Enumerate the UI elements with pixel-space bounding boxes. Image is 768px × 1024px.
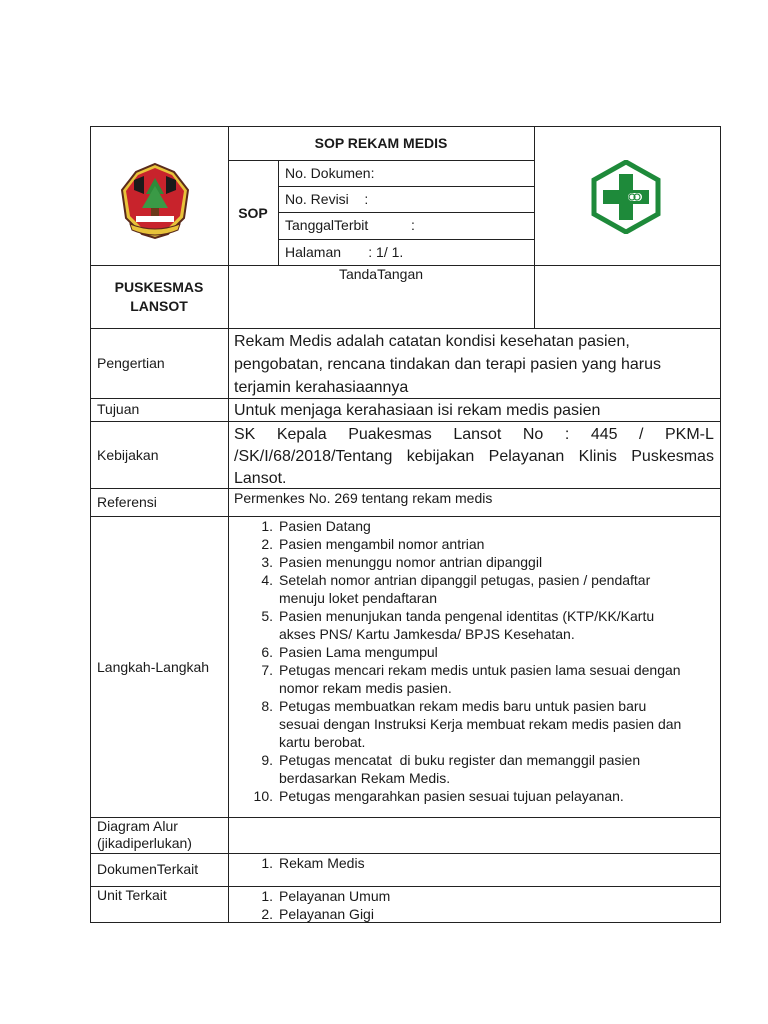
kebijakan-word: Kepala bbox=[276, 426, 327, 443]
row-label-diagram: Diagram Alur bbox=[97, 818, 178, 834]
list-item: 4. Setelah nomor antrian dipanggil petugas, pasien / pendaftar menuju loket pendaftaran bbox=[261, 572, 651, 606]
kebijakan-word: PKM-L bbox=[665, 426, 714, 443]
row-label-diagram-note: (jikadiperlukan) bbox=[97, 835, 192, 851]
list-item: 7. Petugas mencari rekam medis untuk pasien lama sesuai dengan nomor rekam medis pasien. bbox=[261, 662, 681, 696]
referensi-text: Permenkes No. 269 tentang rekam medis bbox=[234, 490, 493, 506]
list-item: 1. Pasien Datang bbox=[261, 518, 371, 534]
kebijakan-word: / bbox=[639, 426, 644, 443]
kebijakan-word: 445 bbox=[590, 426, 618, 443]
langkah-steps-list bbox=[229, 517, 719, 805]
coat-of-arms-logo-icon bbox=[118, 160, 192, 240]
pengertian-text-line: pengobatan, rencana tindakan dan terapi pasien yang harus bbox=[234, 356, 661, 373]
kebijakan-word: kebijakan bbox=[406, 448, 475, 465]
sop-column-divider bbox=[278, 160, 279, 265]
kebijakan-word: No bbox=[522, 426, 544, 443]
dokumen-list bbox=[229, 854, 719, 872]
signature-label: TandaTangan bbox=[338, 266, 424, 282]
table-border-top bbox=[90, 126, 721, 127]
list-item: 5. Pasien menunjukan tanda pengenal identitas (KTP/KK/Kartu akses PNS/ Kartu Jamkesda/ BPJS Kesehatan. bbox=[261, 608, 655, 642]
org-name-line1: PUSKESMAS bbox=[114, 279, 204, 295]
list-item: 10. Petugas mengarahkan pasien sesuai tujuan pelayanan. bbox=[253, 788, 624, 804]
unit-list bbox=[229, 887, 719, 923]
field-divider bbox=[278, 186, 534, 187]
pengertian-text-line: Rekam Medis adalah catatan kondisi kesehatan pasien, bbox=[234, 333, 630, 350]
list-item: 8. Petugas membuatkan rekam medis baru untuk pasien baru sesuai dengan Instruksi Kerja membuat rekam medis pasien dan kartu berobat. bbox=[261, 698, 682, 750]
row-label-tujuan: Tujuan bbox=[97, 401, 140, 417]
kebijakan-word: Pelayanan bbox=[488, 448, 565, 465]
row-label-unit: Unit Terkait bbox=[97, 887, 167, 903]
kebijakan-word: Puskesmas bbox=[631, 448, 714, 465]
list-item: 1. Pelayanan Umum bbox=[261, 888, 391, 904]
row-divider bbox=[90, 398, 721, 399]
field-divider bbox=[278, 239, 534, 240]
row-divider bbox=[90, 488, 721, 489]
title-underline bbox=[228, 160, 534, 161]
org-name-line2: LANSOT bbox=[130, 298, 188, 314]
row-label-referensi: Referensi bbox=[97, 494, 157, 510]
table-border-left bbox=[90, 126, 91, 923]
field-no-dokumen: No. Dokumen: bbox=[285, 165, 375, 181]
table-border-right bbox=[720, 126, 721, 923]
kebijakan-word: Lansot bbox=[453, 426, 502, 443]
row-label-langkah: Langkah-Langkah bbox=[97, 659, 210, 675]
row-divider bbox=[90, 817, 721, 818]
field-no-revisi: No. Revisi : bbox=[285, 191, 369, 207]
list-item: 2. Pelayanan Gigi bbox=[261, 906, 374, 922]
kebijakan-word: Klinis bbox=[578, 448, 617, 465]
list-item: 1. Rekam Medis bbox=[261, 855, 365, 871]
row-label-kebijakan: Kebijakan bbox=[97, 447, 159, 463]
kebijakan-text-line: Lansot. bbox=[234, 470, 287, 487]
field-divider bbox=[278, 212, 534, 213]
kebijakan-text-line bbox=[234, 425, 714, 444]
list-item: 6. Pasien Lama mengumpul bbox=[261, 644, 438, 660]
sop-label: SOP bbox=[238, 205, 268, 221]
kebijakan-word: : bbox=[564, 426, 570, 443]
kebijakan-word: SK bbox=[234, 426, 256, 443]
row-label-pengertian: Pengertian bbox=[97, 355, 165, 371]
field-halaman: Halaman : 1/ 1. bbox=[285, 244, 404, 260]
tujuan-text: Untuk menjaga kerahasiaan isi rekam medis pasien bbox=[234, 402, 601, 419]
list-item: 9. Petugas mencatat di buku register dan memanggil pasien berdasarkan Rekam Medis. bbox=[261, 752, 641, 786]
puskesmas-green-cross-icon bbox=[590, 160, 662, 234]
sop-title: SOP REKAM MEDIS bbox=[314, 135, 448, 151]
list-item: 2. Pasien mengambil nomor antrian bbox=[261, 536, 485, 552]
kebijakan-text-line bbox=[234, 447, 714, 466]
row-divider bbox=[90, 328, 721, 329]
kebijakan-word: /SK/I/68/2018/Tentang bbox=[234, 448, 393, 465]
list-item: 3. Pasien menunggu nomor antrian dipanggil bbox=[261, 554, 543, 570]
row-divider bbox=[90, 421, 721, 422]
row-label-dokumen: DokumenTerkait bbox=[97, 861, 199, 877]
kebijakan-word: Puakesmas bbox=[348, 426, 432, 443]
logo-column-divider bbox=[534, 126, 535, 328]
pengertian-text-line: terjamin kerahasiaannya bbox=[234, 379, 409, 396]
field-tanggal-terbit: TanggalTerbit : bbox=[285, 217, 415, 233]
